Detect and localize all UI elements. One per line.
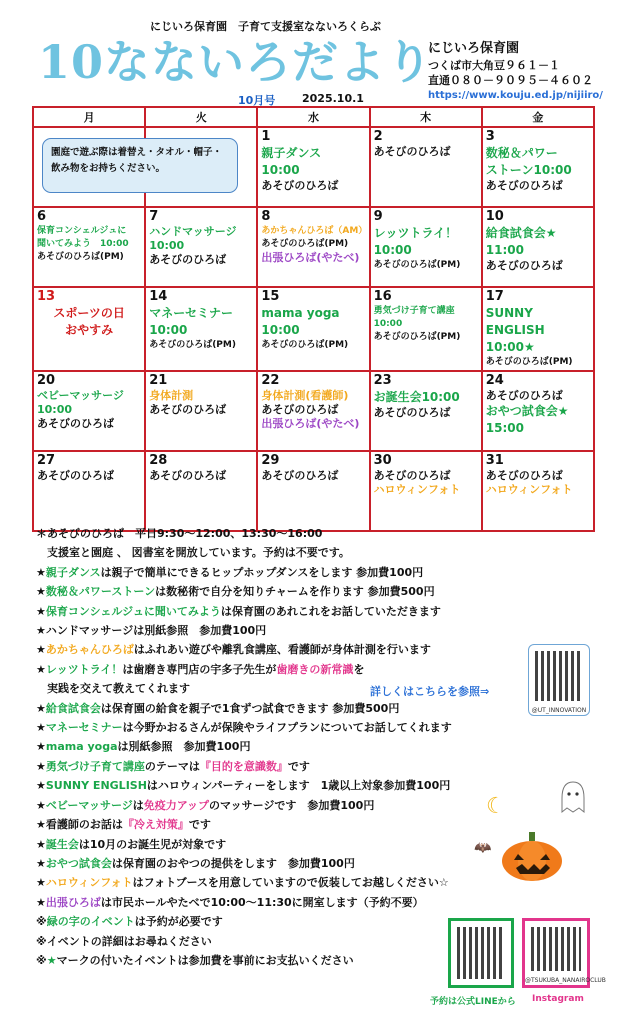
- calendar-event: おやつ試食会★: [485, 404, 569, 418]
- calendar-event: 10:00: [373, 243, 412, 257]
- calendar-event: 出張ひろば(やたべ): [261, 417, 360, 430]
- calendar-event: あそびのひろば: [485, 259, 563, 272]
- bat-icon: 🦇: [474, 840, 492, 856]
- day-number: 29: [261, 453, 280, 468]
- calendar-day: [482, 207, 594, 287]
- day-number: 8: [261, 209, 271, 224]
- note-text: ★: [36, 759, 46, 773]
- note-text: ★: [36, 662, 46, 676]
- note-text: ★: [36, 740, 46, 754]
- calendar-day: [370, 287, 482, 371]
- note-line: [36, 582, 596, 601]
- calendar-event: あそびのひろば: [373, 406, 451, 419]
- calendar-day: [257, 207, 369, 287]
- calendar-event: SUNNY ENGLISH: [485, 306, 545, 337]
- qr-code-line[interactable]: [448, 918, 514, 988]
- day-number: 22: [261, 373, 280, 388]
- note-text: は保育園の給食を親子で1食ずつ試食できます 参加費500円: [100, 701, 400, 715]
- center-name: にじいろ保育園: [428, 41, 520, 56]
- day-number: 7: [149, 209, 159, 224]
- note-text: あかちゃんひろば: [45, 643, 134, 657]
- note-text: ★: [36, 721, 46, 735]
- note-text: は予約が必要です: [134, 915, 223, 929]
- calendar-event: 15:00: [485, 421, 524, 435]
- calendar-day: [482, 287, 594, 371]
- note-text: ＊あそびのひろば 平日9:30～12:00、13:30～16:00: [36, 527, 323, 540]
- calendar-event: 保育コンシェルジュに: [37, 226, 127, 236]
- note-text: ★: [36, 779, 46, 793]
- note-text: は親子で簡単にできるヒップホップダンスをします 参加費100円: [100, 565, 424, 579]
- calendar-event: ベビーマッサージ: [37, 389, 124, 402]
- calendar-day: [257, 287, 369, 371]
- day-number: 14: [149, 289, 168, 304]
- pumpkin-icon: [500, 830, 564, 882]
- note-text: 『目的を意識数』: [199, 759, 288, 773]
- note-text: は市民ホールやたべで10:00～11:30に開室します（予約不要）: [100, 895, 424, 909]
- note-text: は10月のお誕生児が対象です: [78, 837, 227, 851]
- note-text: は保育園のあれこれをお話していただきます: [220, 604, 441, 618]
- day-number: 9: [373, 209, 383, 224]
- issue-date: 2025.10.1: [302, 92, 364, 105]
- qr-code-innovation[interactable]: [528, 644, 590, 716]
- phone: 直通０８０－９０９５－４６０２: [428, 74, 593, 87]
- note-text: はふれあい遊びや離乳食講座、看護師が身体計測を行います: [133, 643, 431, 657]
- note-text: ★: [36, 895, 46, 909]
- calendar-event: あそびのひろば: [261, 403, 339, 416]
- calendar-day: [482, 451, 594, 531]
- calendar-event: あそびのひろば: [149, 403, 227, 416]
- note-text: mama yoga: [45, 740, 118, 754]
- note-text: ★: [36, 585, 46, 599]
- note-text: 『冷え対策』: [122, 818, 189, 832]
- calendar-event: マネーセミナー: [149, 306, 233, 320]
- calendar-week: [33, 451, 594, 531]
- day-number: 16: [373, 289, 392, 304]
- notice-box: 園庭で遊ぶ際は着替え・タオル・帽子・飲み物をお持ちください。: [42, 138, 238, 193]
- weekday-header: 水: [257, 107, 369, 127]
- note-text: おやつ試食会: [45, 856, 112, 870]
- calendar-event: 身体計測: [149, 389, 194, 402]
- note-text: ★看護師のお話は: [36, 818, 123, 832]
- note-text: 実践を交えて教えてくれます: [36, 682, 190, 696]
- calendar-day: [145, 451, 257, 531]
- day-number: 21: [149, 373, 168, 388]
- note-line: [36, 737, 596, 756]
- note-text: ★: [46, 953, 57, 967]
- calendar-event: ストーン10:00: [485, 163, 572, 177]
- calendar-day: [145, 287, 257, 371]
- note-text: マークの付いたイベントは参加費を事前にお支払いください: [56, 953, 354, 967]
- calendar-event: あそびのひろば: [373, 145, 451, 158]
- calendar-event: スポーツの日: [53, 306, 125, 320]
- note-text: のマッサージです 参加費100円: [209, 798, 375, 812]
- calendar-week: [33, 371, 594, 451]
- calendar-event: 10:00★: [485, 340, 535, 354]
- note-text: は歯磨き専門店の宇多子先生が: [122, 662, 277, 676]
- note-text: レッツトライ！: [45, 662, 123, 676]
- calendar-day: [370, 371, 482, 451]
- calendar-event: 数秘＆パワー: [485, 146, 558, 160]
- note-text: 出張ひろば: [45, 895, 101, 909]
- issue-label: 10月号: [238, 94, 276, 107]
- calendar-event: 勇気づけ子育て講座: [373, 306, 455, 316]
- note-text: ハロウィンフォト: [45, 876, 133, 890]
- note-text: は別紙参照 参加費100円: [117, 740, 251, 754]
- line-caption: 予約は公式LINEから: [430, 997, 516, 1007]
- calendar-week: [33, 207, 594, 287]
- note-text: を: [353, 662, 365, 676]
- note-text: ※: [36, 915, 47, 929]
- day-number: 10: [485, 209, 504, 224]
- calendar-week: [33, 287, 594, 371]
- ghost-icon: [558, 780, 588, 814]
- note-line: [36, 699, 596, 718]
- calendar-day: [33, 207, 145, 287]
- day-number: 1: [261, 129, 271, 144]
- calendar-day: [145, 371, 257, 451]
- note-line: [36, 796, 596, 815]
- calendar-event: お誕生会10:00: [373, 390, 460, 404]
- note-line: [36, 640, 596, 659]
- note-line: [36, 602, 596, 621]
- calendar-event: mama yoga: [261, 306, 340, 320]
- note-line: [36, 524, 596, 543]
- note-line: [36, 757, 596, 776]
- calendar-day: [370, 127, 482, 207]
- calendar-event: あそびのひろば: [37, 469, 114, 482]
- calendar-event: 10:00: [261, 163, 300, 177]
- note-text: 緑の字のイベント: [46, 915, 135, 929]
- note-text: ★: [36, 604, 46, 618]
- note-text: 歯磨きの新常識: [276, 662, 354, 676]
- website-link[interactable]: https://www.kouju.ed.jp/nijiiro/: [428, 90, 603, 101]
- day-number: 28: [149, 453, 168, 468]
- calendar-event: おやすみ: [65, 323, 114, 337]
- note-text: はフォトブースを用意していますので仮装してお越しください☆: [132, 876, 449, 890]
- calendar-day: [257, 371, 369, 451]
- calendar-event: 親子ダンス: [261, 146, 322, 160]
- calendar-event: 10:00: [261, 323, 300, 337]
- day-number: 24: [485, 373, 504, 388]
- calendar-event: 給食試食会★: [485, 226, 557, 240]
- calendar-event: あそびのひろば(PM): [485, 357, 573, 367]
- note-text: ベビーマッサージ: [45, 798, 133, 812]
- day-number: 27: [37, 453, 56, 468]
- note-text: 親子ダンス: [45, 565, 101, 579]
- note-text: ★: [36, 701, 46, 715]
- calendar-event: あそびのひろば(PM): [373, 332, 461, 342]
- address: つくば市大角豆９６１－１: [428, 59, 560, 72]
- calendar-event: あそびのひろば: [485, 389, 563, 402]
- note-text: は数秘術で自分を知りチャームを作ります 参加費500円: [155, 585, 435, 599]
- note-text: です: [188, 818, 211, 832]
- calendar-event: 10:00: [37, 403, 73, 416]
- calendar-event: あそびのひろば(PM): [261, 340, 349, 350]
- calendar-event: ハロウィンフォト: [373, 483, 461, 496]
- note-text: ※イベントの詳細はお尋ねください: [36, 934, 212, 948]
- note-text: ★: [36, 798, 46, 812]
- calendar-day: [482, 127, 594, 207]
- calendar-day: [33, 451, 145, 531]
- note-line: [36, 543, 596, 562]
- calendar-event: ハンドマッサージ: [149, 225, 237, 238]
- qr-caption: @TSUKUBA_NANAIROCLUB: [525, 977, 606, 984]
- note-text: 保育コンシェルジュに聞いてみよう: [45, 604, 221, 618]
- note-text: 誕生会: [45, 837, 79, 851]
- note-text: マネーセミナー: [45, 721, 123, 735]
- calendar-event: あそびのひろば: [485, 179, 563, 192]
- note-text: ★: [36, 837, 46, 851]
- calendar-event: 11:00: [485, 243, 524, 257]
- note-line: [36, 776, 596, 795]
- calendar-event: レッツトライ！: [373, 226, 458, 240]
- day-number: 30: [373, 453, 392, 468]
- note-text: は保育園のおやつの提供をします 参加費100円: [111, 856, 355, 870]
- calendar-day: [33, 371, 145, 451]
- calendar-event: あそびのひろば(PM): [149, 340, 236, 350]
- day-number: 20: [37, 373, 56, 388]
- weekday-header: 木: [370, 107, 482, 127]
- org-line: にじいろ保育園 子育て支援室なないろくらぶ: [150, 20, 381, 33]
- calendar-event: 聞いてみよう 10:00: [37, 239, 129, 249]
- calendar-event: あそびのひろば: [149, 253, 227, 266]
- note-line: [36, 660, 596, 679]
- calendar-day: [482, 371, 594, 451]
- calendar-event: あかちゃんひろば（AM）: [261, 226, 368, 236]
- calendar-day: [257, 127, 369, 207]
- note-text: 給食試食会: [45, 701, 101, 715]
- day-number: 15: [261, 289, 280, 304]
- day-number: 2: [373, 129, 383, 144]
- calendar-event: あそびのひろば: [149, 469, 227, 482]
- note-text: SUNNY ENGLISH: [45, 779, 147, 793]
- calendar-event: 10:00: [373, 319, 403, 329]
- weekday-header: 金: [482, 107, 594, 127]
- day-number: 17: [485, 289, 504, 304]
- note-line: [36, 893, 596, 912]
- note-text: ★: [36, 876, 46, 890]
- calendar-day: [145, 207, 257, 287]
- calendar-event: あそびのひろば(PM): [37, 252, 124, 262]
- day-number: 23: [373, 373, 392, 388]
- moon-icon: ☾: [486, 794, 506, 819]
- note-text: はハロウィンパーティーをします 1歳以上対象参加費100円: [146, 779, 451, 793]
- calendar-event: 出張ひろば(やたべ): [261, 251, 360, 264]
- calendar-event: あそびのひろば: [485, 469, 563, 482]
- contact-info: [428, 40, 603, 103]
- calendar-event: 身体計測(看護師): [261, 389, 349, 402]
- weekday-header: 月: [33, 107, 145, 127]
- day-number: 31: [485, 453, 504, 468]
- calendar-event: 10:00: [149, 323, 188, 337]
- calendar-event: あそびのひろば(PM): [261, 239, 349, 249]
- calendar-day: [257, 451, 369, 531]
- note-text: は: [132, 798, 144, 812]
- calendar-event: ハロウィンフォト: [485, 483, 573, 496]
- title-number: 10: [38, 35, 105, 89]
- note-text: ※: [36, 953, 47, 967]
- qr-caption: @UT_INNOVATION: [531, 707, 587, 714]
- title-text: なないろだより: [104, 35, 434, 89]
- note-text: ★: [36, 643, 46, 657]
- calendar-day: [370, 451, 482, 531]
- note-text: 免疫力アップ: [143, 798, 210, 812]
- note-line: [36, 563, 596, 582]
- note-line: [36, 679, 596, 698]
- calendar-day: [370, 207, 482, 287]
- newsletter-title: [38, 32, 433, 92]
- note-text: は今野かおるさんが保険やライフプランについてお話してくれます: [122, 721, 452, 735]
- day-number: 3: [485, 129, 495, 144]
- event-notes: [36, 524, 596, 970]
- calendar-event: あそびのひろば: [37, 417, 114, 430]
- day-number: 6: [37, 209, 47, 224]
- calendar-event: あそびのひろば(PM): [373, 260, 461, 270]
- note-text: です: [287, 759, 310, 773]
- note-text: のテーマは: [144, 759, 200, 773]
- instagram-caption: Instagram: [532, 994, 584, 1004]
- note-text: 数秘＆パワーストーン: [45, 585, 156, 599]
- note-line: [36, 718, 596, 737]
- day-number: 13: [37, 289, 56, 304]
- note-text: ★: [36, 856, 46, 870]
- calendar-event: あそびのひろば: [373, 469, 451, 482]
- qr-code-instagram[interactable]: [522, 918, 606, 988]
- calendar-event: あそびのひろば: [261, 469, 339, 482]
- calendar-event: あそびのひろば: [261, 179, 339, 192]
- note-text: 支援室と園庭 、 図書室を開放しています。予約は不要です。: [36, 546, 350, 560]
- weekday-header: 火: [145, 107, 257, 127]
- detail-link[interactable]: 詳しくはこちらを参照⇒: [370, 685, 490, 698]
- note-text: 勇気づけ子育て講座: [45, 759, 145, 773]
- note-line: [36, 621, 596, 640]
- note-text: ★: [36, 565, 46, 579]
- calendar-day: [33, 287, 145, 371]
- calendar-event: 10:00: [149, 239, 185, 252]
- note-text: ★ハンドマッサージは別紙参照 参加費100円: [36, 624, 267, 638]
